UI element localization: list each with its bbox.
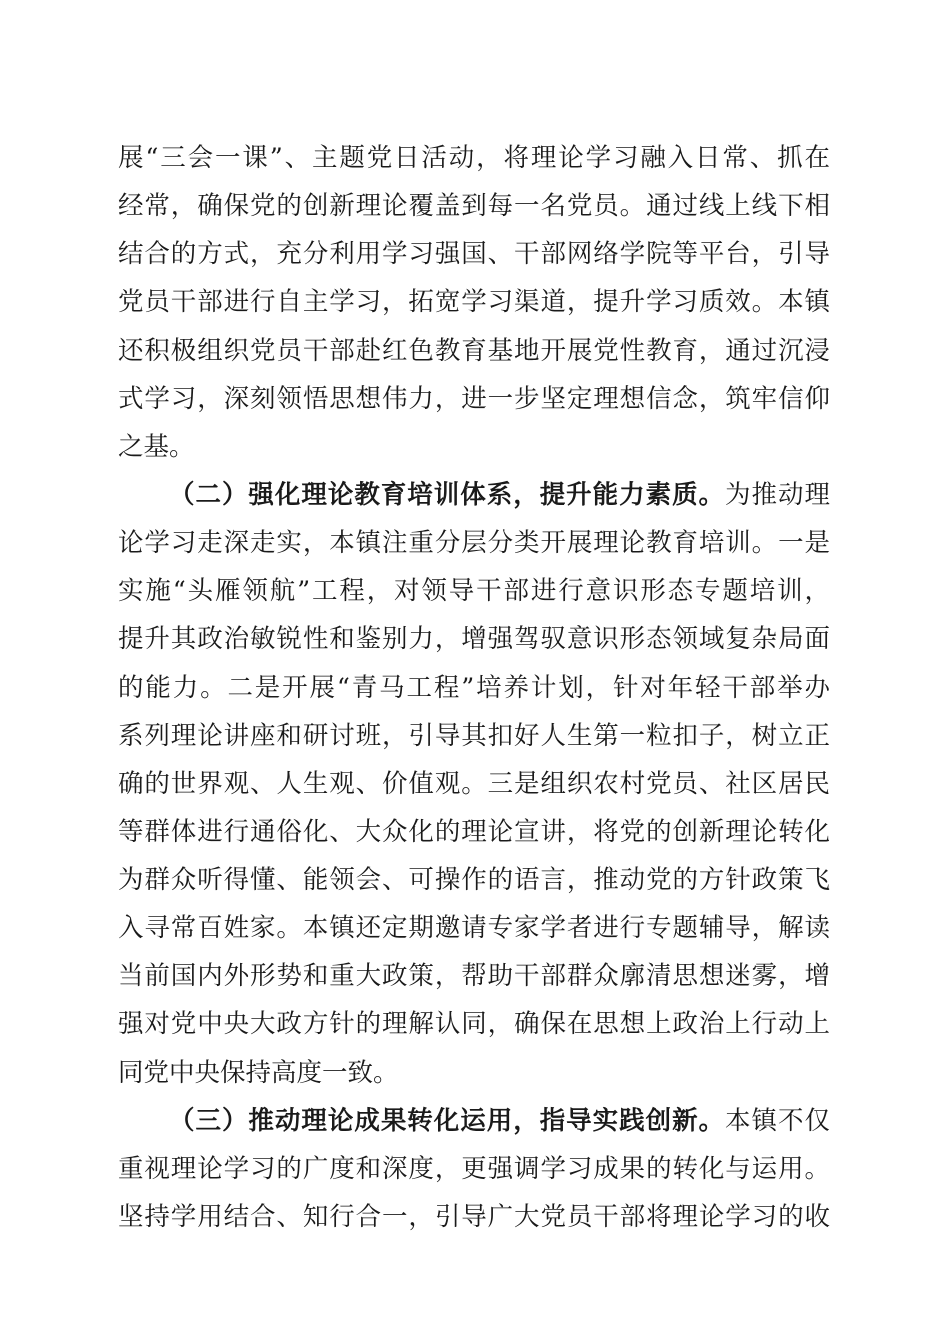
paragraph-first-line bbox=[169, 473, 830, 517]
paragraph-first-line bbox=[169, 1099, 830, 1143]
body-text: 为推动理 bbox=[725, 480, 830, 510]
body-text-line: 式学习，深刻领悟思想伟力，进一步坚定理想信念，筑牢信仰 bbox=[118, 384, 830, 414]
body-text-line: 当前国内外形势和重大政策，帮助干部群众廓清思想迷雾，增 bbox=[118, 961, 830, 991]
body-text-line: 强对党中央大政方针的理解认同，确保在思想上政治上行动上 bbox=[118, 1009, 830, 1039]
body-text-line: 提升其政治敏锐性和鉴别力，增强驾驭意识形态领域复杂局面 bbox=[118, 624, 830, 654]
body-text-line: 坚持学用结合、知行合一，引导广大党员干部将理论学习的收 bbox=[118, 1202, 830, 1232]
body-text-line: 入寻常百姓家。本镇还定期邀请专家学者进行专题辅导，解读 bbox=[118, 913, 830, 943]
body-text-line: 等群体进行通俗化、大众化的理论宣讲，将党的创新理论转化 bbox=[118, 817, 830, 847]
section-heading: （三）推动理论成果转化运用，指导实践创新。 bbox=[169, 1106, 726, 1136]
body-text-line: 展“三会一课”、主题党日活动，将理论学习融入日常、抓在 bbox=[118, 143, 830, 173]
body-text-line: 经常，确保党的创新理论覆盖到每一名党员。通过线上线下相 bbox=[118, 191, 830, 221]
body-text-line: 重视理论学习的广度和深度，更强调学习成果的转化与运用。 bbox=[118, 1154, 830, 1184]
body-text-line: 实施“头雁领航”工程，对领导干部进行意识形态专题培训， bbox=[118, 576, 830, 606]
body-text-line: 结合的方式，充分利用学习强国、干部网络学院等平台，引导 bbox=[118, 239, 830, 269]
body-text-line: 论学习走深走实，本镇注重分层分类开展理论教育培训。一是 bbox=[118, 528, 830, 558]
body-text-line: 同党中央保持高度一致。 bbox=[118, 1058, 399, 1088]
body-text-line: 系列理论讲座和研讨班，引导其扣好人生第一粒扣子，树立正 bbox=[118, 721, 830, 751]
body-text-line: 确的世界观、人生观、价值观。三是组织农村党员、社区居民 bbox=[118, 769, 830, 799]
section-heading: （二）强化理论教育培训体系，提升能力素质。 bbox=[169, 480, 726, 510]
body-text: 本镇不仅 bbox=[725, 1106, 830, 1136]
body-text-line: 还积极组织党员干部赴红色教育基地开展党性教育，通过沉浸 bbox=[118, 336, 830, 366]
body-text-line: 党员干部进行自主学习，拓宽学习渠道，提升学习质效。本镇 bbox=[118, 287, 830, 317]
body-text-line: 为群众听得懂、能领会、可操作的语言，推动党的方针政策飞 bbox=[118, 865, 830, 895]
body-text-line: 之基。 bbox=[118, 432, 195, 462]
body-text-line: 的能力。二是开展“青马工程”培养计划，针对年轻干部举办 bbox=[118, 673, 830, 703]
